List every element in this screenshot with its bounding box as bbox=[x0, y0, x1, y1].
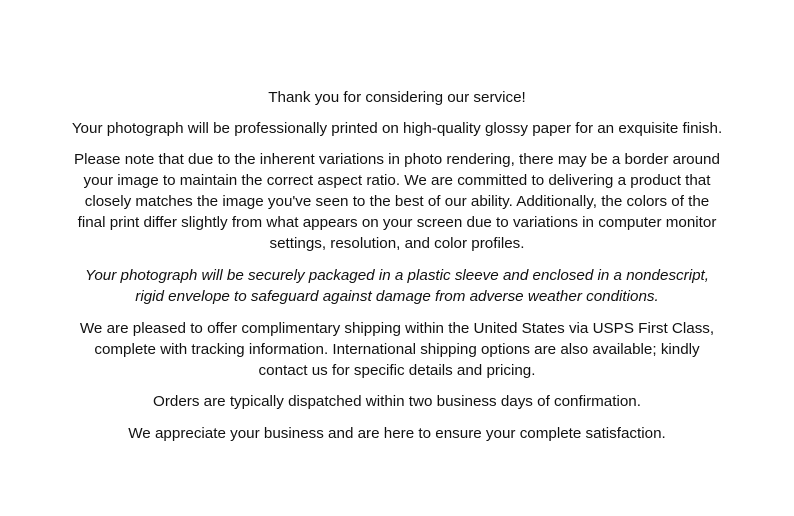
rendering-variations-line: your image to maintain the correct aspect ratio. We are committed to delivering a product that bbox=[83, 172, 711, 189]
rendering-variations-paragraph bbox=[0, 149, 794, 254]
thank-you-text: Thank you for considering our service! bbox=[268, 89, 526, 106]
dispatch-paragraph bbox=[0, 391, 794, 412]
rendering-variations-line: closely matches the image you've seen to the best of our ability. Additionally, the colors of the bbox=[84, 193, 710, 210]
packaging-line: rigid envelope to safeguard against damage from adverse weather conditions. bbox=[135, 288, 659, 305]
shipping-line: contact us for specific details and pricing. bbox=[258, 362, 536, 379]
thank-you-heading bbox=[0, 87, 794, 108]
dispatch-text: Orders are typically dispatched within two business days of confirmation. bbox=[153, 393, 641, 410]
shipping-paragraph bbox=[0, 318, 794, 381]
shipping-line: We are pleased to offer complimentary shipping within the United States via USPS First Class, bbox=[79, 320, 715, 337]
rendering-variations-line: Please note that due to the inherent variations in photo rendering, there may be a border around bbox=[74, 151, 720, 168]
closing-paragraph bbox=[0, 423, 794, 444]
packaging-line: Your photograph will be securely packaged in a plastic sleeve and enclosed in a nondescript, bbox=[85, 267, 709, 284]
print-quality-text: Your photograph will be professionally printed on high-quality glossy paper for an exquisite finish. bbox=[71, 120, 723, 137]
rendering-variations-line: settings, resolution, and color profiles. bbox=[269, 235, 525, 252]
closing-text: We appreciate your business and are here to ensure your complete satisfaction. bbox=[128, 425, 666, 442]
print-quality-paragraph bbox=[0, 118, 794, 139]
shipping-line: complete with tracking information. International shipping options are also available; kindly bbox=[94, 341, 700, 358]
rendering-variations-line: final print differ slightly from what appears on your screen due to variations in computer monitor bbox=[77, 214, 717, 231]
packaging-paragraph bbox=[0, 265, 794, 307]
